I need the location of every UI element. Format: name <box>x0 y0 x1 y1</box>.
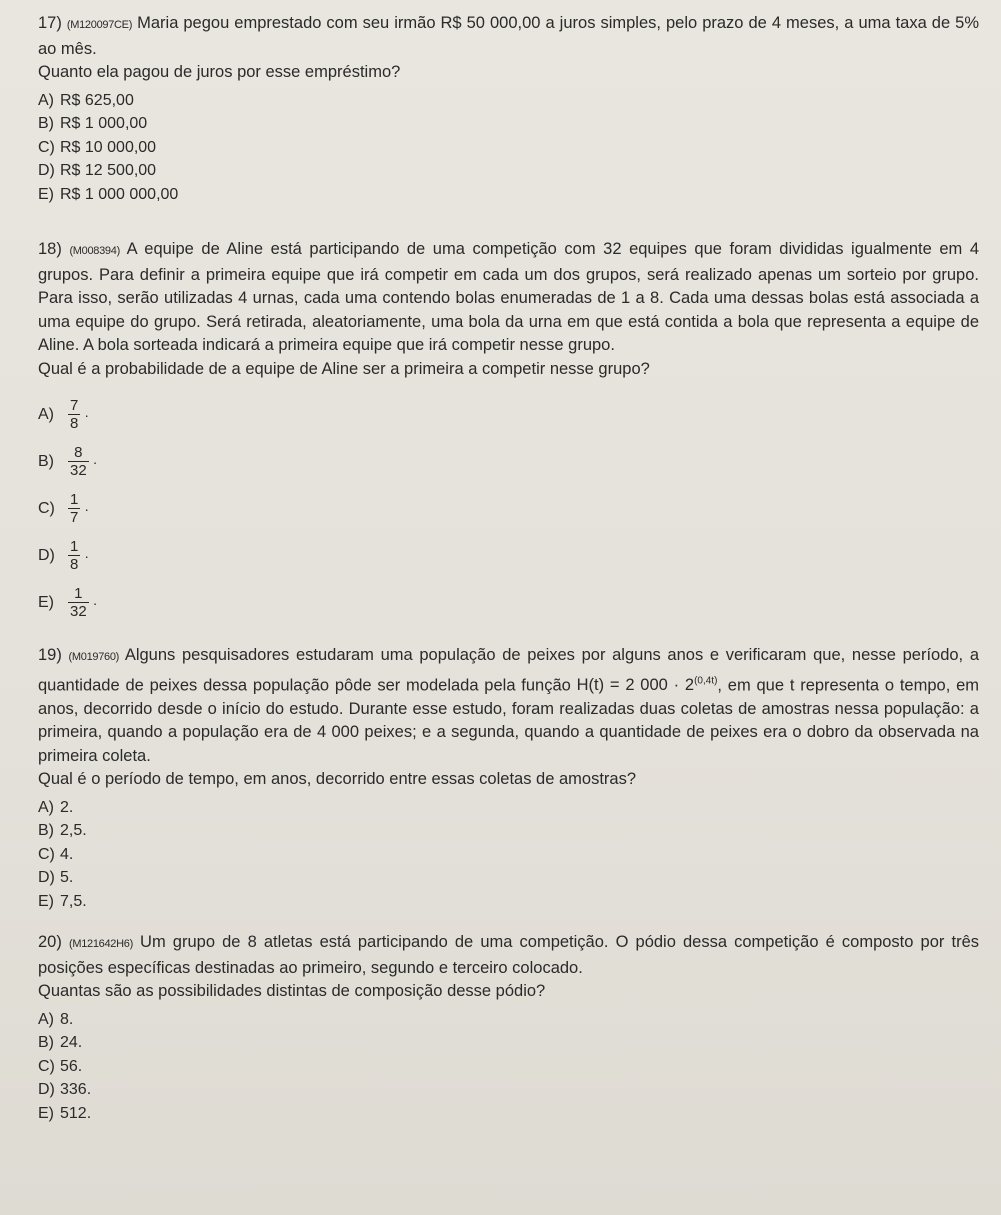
question-code: (M120097CE) <box>66 19 133 31</box>
question-19-stem <box>38 644 979 768</box>
option-b[interactable]: B) 24. <box>38 1034 83 1051</box>
question-code: (M019760) <box>68 651 120 663</box>
option-c[interactable]: C) 4. <box>38 845 74 863</box>
question-text: Um grupo de 8 atletas está participando de uma competição. O pódio dessa competição é composto por três posições específicas destinadas ao primeiro, segundo e terceiro colocado. <box>38 933 979 977</box>
question-18-prompt: Qual é a probabilidade de a equipe de Aline ser a primeira a competir nesse grupo? <box>38 359 650 378</box>
question-text-continued: , em que t representa o tempo, em anos, decorrido desde o início do estudo. Durante esse estudo, foram realizadas duas coletas de amostras nessa população: a primeira, quando a população era de 4 000 peixes; e a segunda, quando a quantidade de peixes era o dobro da observada na primeira coleta. <box>38 676 979 765</box>
question-code: (M008394) <box>69 245 120 257</box>
question-18-stem <box>38 238 979 358</box>
question-20-options <box>38 1008 979 1126</box>
option-a[interactable]: A) $\frac{7}{8}$ · <box>38 397 90 432</box>
question-17-stem <box>38 12 979 61</box>
question-19-options <box>38 796 979 914</box>
option-b[interactable]: B) 2,5. <box>38 822 87 839</box>
question-number: 19) <box>38 646 62 664</box>
formula: H(t) = 2 $000 \cdot 2^{(0,4t)}$ <box>576 675 718 694</box>
fraction: $\frac{7}{8}$ <box>70 397 79 432</box>
question-17-prompt: Quanto ela pagou de juros por esse empréstimo? <box>38 63 401 81</box>
option-e[interactable]: E) 512. <box>38 1104 92 1122</box>
fraction: $\frac{1}{8}$ <box>70 538 79 573</box>
option-d[interactable]: D) 5. <box>38 869 74 886</box>
question-18-options <box>38 391 979 626</box>
option-c[interactable]: C) R$ 10 000,00 <box>38 138 157 156</box>
question-19 <box>38 644 979 913</box>
question-20-prompt: Quantas são as possibilidades distintas de composição desse pódio? <box>38 982 546 1000</box>
option-e[interactable]: E) 7,5. <box>38 892 87 910</box>
option-a[interactable]: A) 2. <box>38 798 74 816</box>
option-b[interactable]: B) R$ 1 000,00 <box>38 115 148 132</box>
question-17-options <box>38 89 979 207</box>
fraction: $\frac{1}{7}$ <box>70 491 79 526</box>
option-c[interactable]: C) 56. <box>38 1057 83 1075</box>
option-e[interactable]: E) R$ 1 000 000,00 <box>38 185 179 203</box>
question-text: Maria pegou emprestado com seu irmão R$ 50 000,00 a juros simples, pelo prazo de 4 meses, a uma taxa de 5% ao mês. <box>38 14 979 58</box>
option-b[interactable]: B) $\frac{8}{32}$ · <box>38 444 98 479</box>
option-a[interactable]: A) 8. <box>38 1010 74 1028</box>
question-text: Alguns pesquisadores estudaram uma população de peixes por alguns anos e verificaram que, nesse período, a quantidade de peixes dessa população pôde ser modelada pela função <box>38 646 979 694</box>
question-18 <box>38 238 979 626</box>
question-number: 20) <box>38 933 62 951</box>
option-a[interactable]: A) R$ 625,00 <box>38 91 134 109</box>
fraction: $\frac{1}{32}$ <box>70 585 87 620</box>
fraction: $\frac{8}{32}$ <box>70 444 87 479</box>
option-e[interactable]: E) $\frac{1}{32}$ · <box>38 585 98 620</box>
question-number: 18) <box>38 240 62 258</box>
question-19-prompt: Qual é o período de tempo, em anos, decorrido entre essas coletas de amostras? <box>38 770 637 788</box>
option-c[interactable]: C) $\frac{1}{7}$ · <box>38 491 90 526</box>
question-text: A equipe de Aline está participando de uma competição com 32 equipes que foram divididas igualmente em 4 grupos. Para definir a primeira equipe que irá competir em cada um dos grupos, será realizado apenas um sorteio por grupo. Para isso, serão utilizadas 4 urnas, cada uma contendo bolas enumeradas de 1 a 8. Cada uma dessas bolas está associada a uma equipe do grupo. Será retirada, aleatoriamente, uma bola da urna em que está contida a bola que representa a equipe de Aline. A bola sorteada indicará a primeira equipe que irá competir nesse grupo. <box>38 240 979 354</box>
question-number: 17) <box>38 14 62 32</box>
question-20-stem <box>38 931 979 980</box>
question-17 <box>38 12 979 238</box>
option-d[interactable]: D) R$ 12 500,00 <box>38 162 157 179</box>
question-code: (M121642H6) <box>68 938 133 950</box>
question-20 <box>38 931 979 1125</box>
option-d[interactable]: D) $\frac{1}{8}$ · <box>38 538 90 573</box>
option-d[interactable]: D) 336. <box>38 1081 92 1098</box>
